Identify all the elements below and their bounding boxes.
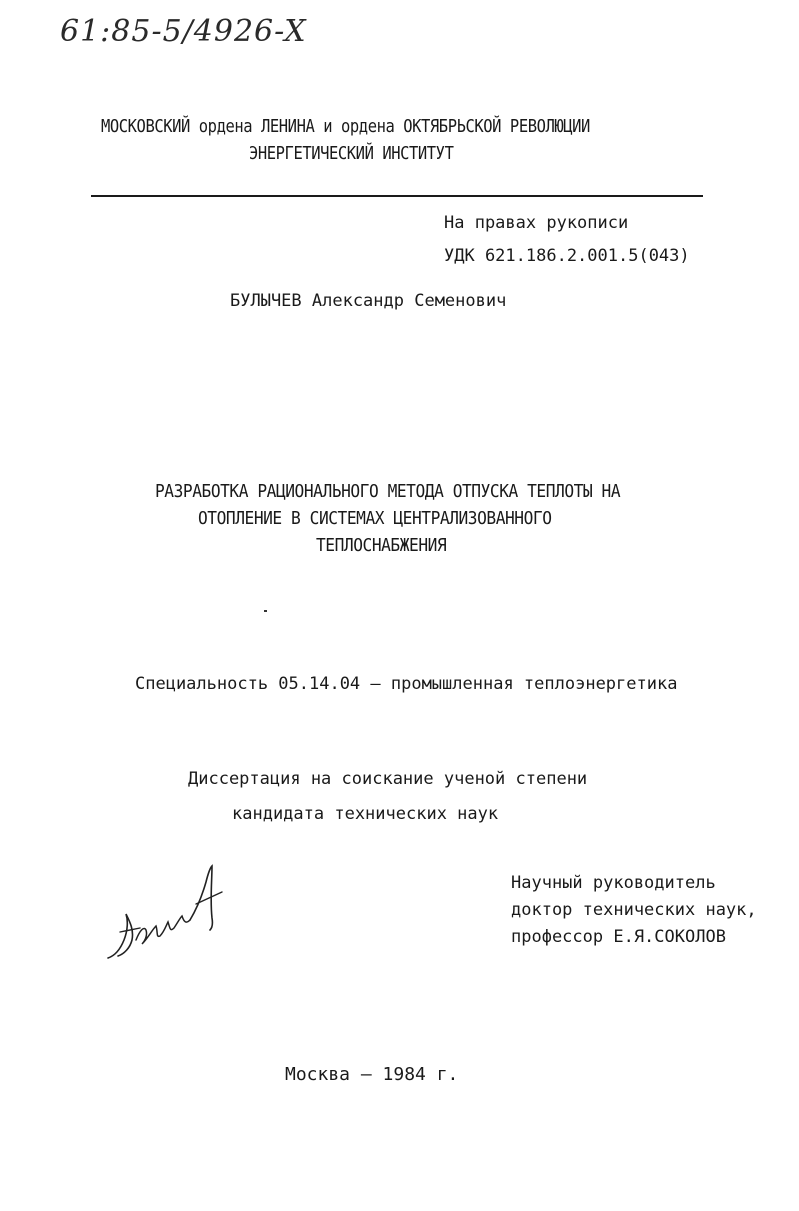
header-rule: [91, 195, 703, 197]
signature: [100, 860, 225, 965]
scan-speck: [264, 610, 267, 612]
specialty: Специальность 05.14.04 – промышленная теплоэнергетика: [135, 674, 678, 694]
supervisor-line-3: профессор Е.Я.СОКОЛОВ: [511, 927, 726, 947]
author-name: БУЛЫЧЕВ Александр Семенович: [230, 291, 507, 311]
archive-code: 61:85-5/4926-X: [60, 14, 307, 49]
rights-note: На правах рукописи: [444, 213, 629, 233]
udk-code: УДК 621.186.2.001.5(043): [444, 246, 690, 266]
footer-city-year: Москва – 1984 г.: [285, 1064, 459, 1085]
title-line-2: ОТОПЛЕНИЕ В СИСТЕМАХ ЦЕНТРАЛИЗОВАННОГО: [198, 508, 552, 529]
institution-line-1: МОСКОВСКИЙ ордена ЛЕНИНА и ордена ОКТЯБРЬСКОЙ РЕВОЛЮЦИИ: [101, 116, 590, 137]
title-line-1: РАЗРАБОТКА РАЦИОНАЛЬНОГО МЕТОДА ОТПУСКА ТЕПЛОТЫ НА: [155, 481, 621, 502]
title-line-3: ТЕПЛОСНАБЖЕНИЯ: [316, 535, 447, 556]
supervisor-line-1: Научный руководитель: [511, 873, 716, 893]
institution-line-2: ЭНЕРГЕТИЧЕСКИЙ ИНСТИТУТ: [249, 143, 454, 164]
dissertation-line-2: кандидата технических наук: [232, 804, 499, 824]
supervisor-line-2: доктор технических наук,: [511, 900, 757, 920]
dissertation-line-1: Диссертация на соискание ученой степени: [188, 769, 588, 789]
